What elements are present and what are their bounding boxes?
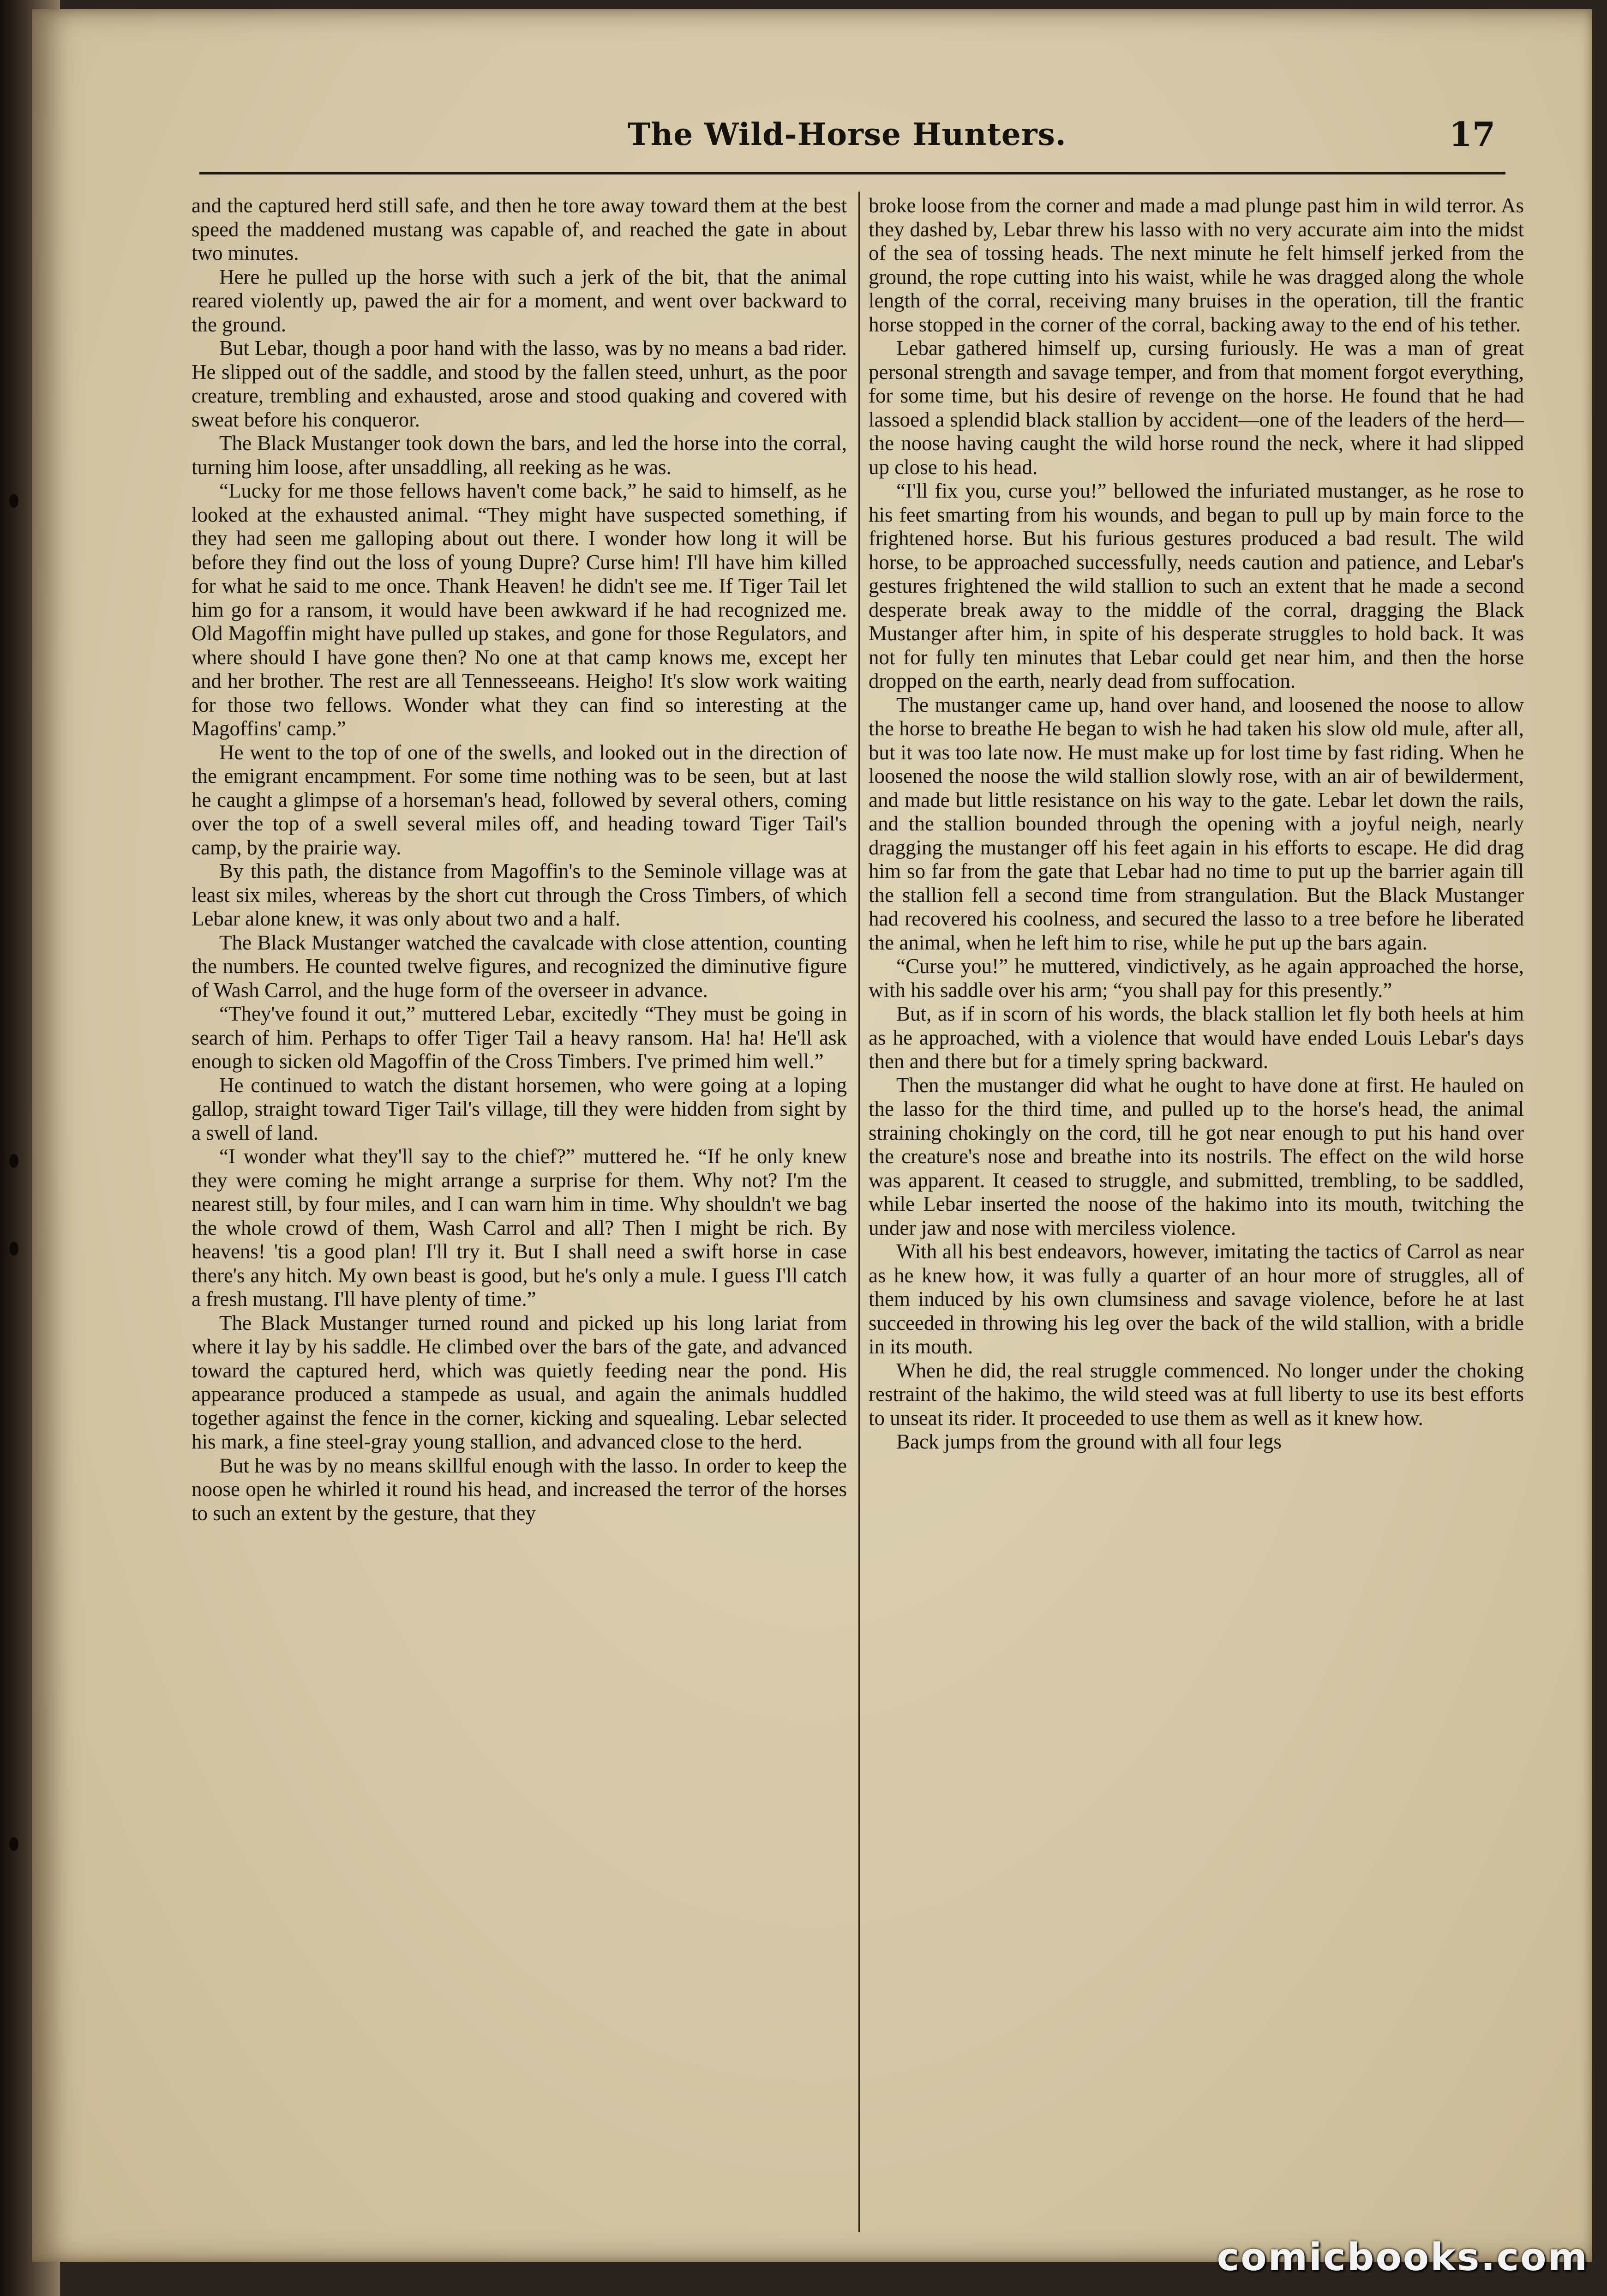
paragraph: “I'll fix you, curse you!” bellowed the infuriated mustanger, as he rose to his feet smarting from his wounds, and began to pull up by main force to the frightened horse. But his furious gestures produced a bad result. The wild horse, to be approached successfully, needs caution and patience, and Lebar's gestures frightened the wild stallion to such an extent that he made a second desperate break away to the middle of the corral, dragging the Black Mustanger after him, in spite of his desperate struggles to hold back. It was not for fully ten minutes that Lebar could get near him, and then the horse dropped on the earth, nearly dead from suffocation. xyxy=(869,479,1524,692)
paragraph: By this path, the distance from Magoffin's to the Seminole village was at least six miles, whereas by the short cut through the Cross Timbers, of which Lebar alone knew, it was only about two and a half. xyxy=(192,859,847,930)
paragraph: “They've found it out,” muttered Lebar, excitedly “They must be going in search of him. Perhaps to offer Tiger Tail a heavy ransom. Ha! ha! He'll ask enough to sicken old Magoffin of the Cross Timbers. I've primed him well.” xyxy=(192,1002,847,1073)
running-title: The Wild-Horse Hunters. xyxy=(628,116,1067,152)
paragraph: Here he pulled up the horse with such a jerk of the bit, that the animal reared violently up, pawed the air for a moment, and went over backward to the ground. xyxy=(192,265,847,336)
paragraph: “Curse you!” he muttered, vindictively, as he again approached the horse, with his saddle over his arm; “you shall pay for this presently.” xyxy=(869,955,1524,1002)
paragraph: Lebar gathered himself up, cursing furiously. He was a man of great personal strength and savage temper, and from that moment forgot everything, for some time, but his desire of revenge on the horse. He found that he had lassoed a splendid black stallion by accident—one of the leaders of the herd—the noose having caught the wild horse round the neck, where it had slipped up close to his head. xyxy=(869,337,1524,479)
left-column xyxy=(192,194,847,2234)
paragraph: The Black Mustanger watched the cavalcade with close attention, counting the numbers. He counted twelve figures, and recognized the diminutive figure of Wash Carrol, and the huge form of the overseer in advance. xyxy=(192,931,847,1002)
paragraph: “Lucky for me those fellows haven't come back,” he said to himself, as he looked at the exhausted animal. “They might have suspected something, if they had seen me galloping about out there. I wonder how long it will be before they find out the loss of young Dupre? Curse him! I'll have him killed for what he said to me once. Thank Heaven! he didn't see me. If Tiger Tail let him go for a ransom, it would have been awkward if he had recognized me. Old Magoffin might have pulled up stakes, and gone for those Regulators, and where should I have gone then? No one at that camp knows me, except her and her brother. The rest are all Tennesseeans. Heigho! It's slow work waiting for those two fellows. Wonder what they can find so interesting at the Magoffins' camp.” xyxy=(192,479,847,740)
magazine-page xyxy=(32,9,1592,2262)
paragraph: With all his best endeavors, however, imitating the tactics of Carrol as near as he knew how, it was fully a quarter of an hour more of struggles, all of them induced by his own clumsiness and savage violence, before he at last succeeded in throwing his leg over the back of the wild stallion, with a bridle in its mouth. xyxy=(869,1240,1524,1358)
paragraph: “I wonder what they'll say to the chief?” muttered he. “If he only knew they were coming he might arrange a surprise for them. Why not? I'm the nearest still, by four miles, and I can warn him in time. Why shouldn't we bag the whole crowd of them, Wash Carrol and all? Then I might be rich. By heavens! 'tis a good plan! I'll try it. But I shall need a swift horse in case there's any hitch. My own beast is good, but he's only a mule. I guess I'll catch a fresh mustang. I'll have plenty of time.” xyxy=(192,1145,847,1310)
column-divider xyxy=(858,192,860,2232)
paragraph: and the captured herd still safe, and then he tore away toward them at the best speed the maddened mustang was capable of, and reached the gate in about two minutes. xyxy=(192,194,847,264)
paragraph: Back jumps from the ground with all four legs xyxy=(896,1430,1282,1453)
right-column xyxy=(869,194,1524,2234)
page-number: 17 xyxy=(1449,114,1495,154)
paragraph: The mustanger came up, hand over hand, and loosened the noose to allow the horse to breathe He began to wish he had taken his slow old mule, after all, but it was too late now. He must make up for lost time by fast riding. When he loosened the noose the wild stallion slowly rose, with an air of bewilderment, and made but little resistance on his way to the gate. Lebar let down the rails, and the stallion bounded through the opening with a joyful neigh, nearly dragging the mustanger off his feet again in his efforts to escape. He did drag him so far from the gate that Lebar had no time to put up the barrier again till the stallion fell a second time from strangulation. But the Black Mustanger had recovered his coolness, and secured the lasso to a tree before he liberated the animal, when he left him to rise, while he put up the bars again. xyxy=(869,693,1524,954)
binding-hole xyxy=(9,1242,18,1256)
paragraph: The Black Mustanger took down the bars, and led the horse into the corral, turning him loose, after unsaddling, all reeking as he was. xyxy=(192,432,847,479)
paragraph: When he did, the real struggle commenced. No longer under the choking restraint of the hakimo, the wild steed was at full liberty to use its best efforts to unseat its rider. It proceeded to use them as well as it knew how. xyxy=(869,1358,1524,1430)
paragraph: Then the mustanger did what he ought to have done at first. He hauled on the lasso for the third time, and pulled up to the horse's head, the animal straining chokingly on the cord, till he got near enough to put his hand over the creature's nose and breathe into its nostrils. The effect on the wild horse was apparent. It ceased to struggle, and submitted, trembling, to be saddled, while Lebar inserted the noose of the hakimo into its mouth, twitching the under jaw and nose with merciless violence. xyxy=(869,1073,1524,1239)
paragraph: But, as if in scorn of his words, the black stallion let fly both heels at him as he approached, with a violence that would have ended Louis Lebar's days then and there but for a timely spring backward. xyxy=(869,1002,1524,1073)
paragraph: He went to the top of one of the swells, and looked out in the direction of the emigrant encampment. For some time nothing was to be seen, but at last he caught a glimpse of a horseman's head, followed by several others, coming over the top of a swell several miles off, and heading toward Tiger Tail's camp, by the prairie way. xyxy=(192,740,847,859)
binding-hole xyxy=(9,1837,18,1851)
site-watermark: comicbooks.com xyxy=(1217,2236,1589,2279)
binding-hole xyxy=(9,494,18,508)
paragraph: broke loose from the corner and made a mad plunge past him in wild terror. As they dashed by, Lebar threw his lasso with no very accurate aim into the midst of the sea of tossing heads. The next minute he felt himself jerked from the ground, the rope cutting into his waist, while he was dragged along the whole length of the corral, receiving many bruises in the operation, till the frantic horse stopped in the corner of the corral, backing away to the end of his tether. xyxy=(869,194,1524,336)
paragraph: The Black Mustanger turned round and picked up his long lariat from where it lay by his saddle. He climbed over the bars of the gate, and advanced toward the captured herd, which was quietly feeding near the pond. His appearance produced a stampede as usual, and again the animals huddled together against the fence in the corner, kicking and squealing. Lebar selected his mark, a fine steel-gray young stallion, and advanced close to the herd. xyxy=(192,1311,847,1453)
header-rule xyxy=(199,172,1505,174)
page-header xyxy=(628,116,1495,167)
paragraph: But Lebar, though a poor hand with the lasso, was by no means a bad rider. He slipped out of the saddle, and stood by the fallen steed, unhurt, as the poor creature, trembling and exhausted, arose and stood quaking and covered with sweat before his conqueror. xyxy=(192,337,847,431)
paragraph: He continued to watch the distant horsemen, who were going at a loping gallop, straight toward Tiger Tail's village, till they were hidden from sight by a swell of land. xyxy=(192,1073,847,1144)
binding-hole xyxy=(9,1154,18,1168)
paragraph: But he was by no means skillful enough with the lasso. In order to keep the noose open he whirled it round his head, and increased the terror of the horses to such an extent by the gesture, that they xyxy=(192,1454,847,1525)
